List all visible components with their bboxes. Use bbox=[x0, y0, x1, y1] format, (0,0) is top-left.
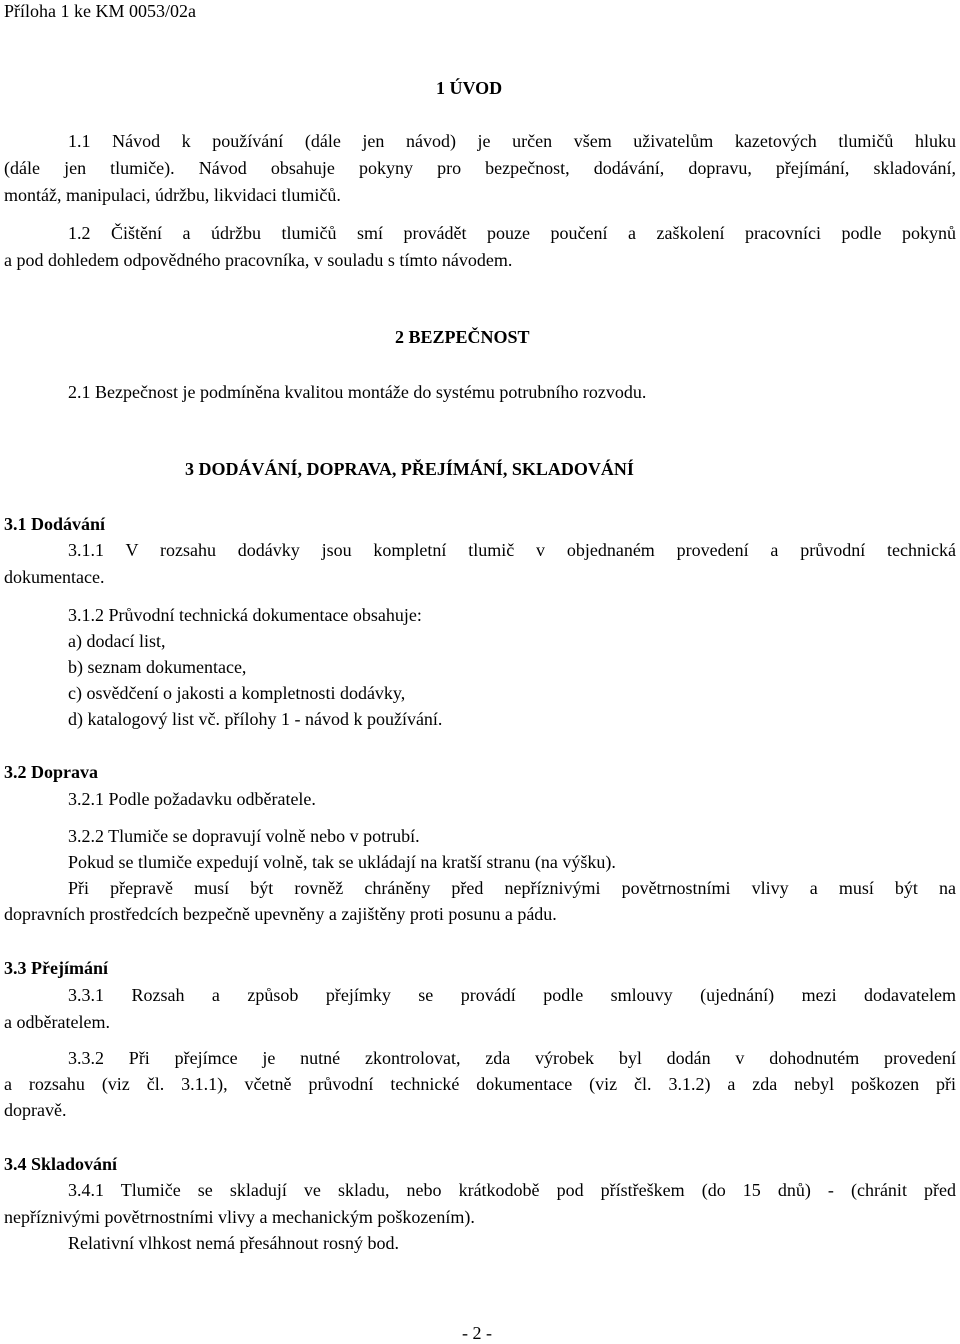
para-3-1-1-line-2: dokumentace. bbox=[4, 567, 105, 587]
para-3-2-2-c-line-2: dopravních prostředcích bezpečně upevněny a zajištěny proti posunu a pádu. bbox=[4, 904, 557, 924]
heading-3-4: 3.4 Skladování bbox=[4, 1154, 118, 1174]
para-3-2-2-b: Pokud se tlumiče expedují volně, tak se ukládají na kratší stranu (na výšku). bbox=[68, 852, 616, 872]
para-3-3-2-line-2: a rozsahu (viz čl. 3.1.1), včetně průvodní technické dokumentace (viz čl. 3.1.2) a zda nebyl poškozen při bbox=[4, 1074, 956, 1094]
para-1-1-line-3: montáž, manipulaci, údržbu, likvidaci tlumičů. bbox=[4, 185, 341, 205]
para-3-3-2-line-3: dopravě. bbox=[4, 1100, 67, 1120]
para-3-1-1-line-1: 3.1.1 V rozsahu dodávky jsou kompletní tlumič v objednaném provedení a průvodní technická bbox=[68, 540, 956, 560]
list-item: c) osvědčení o jakosti a kompletnosti dodávky, bbox=[68, 683, 406, 703]
para-3-3-1-line-2: a odběratelem. bbox=[4, 1012, 110, 1032]
para-3-2-1: 3.2.1 Podle požadavku odběratele. bbox=[68, 789, 316, 809]
page-number: - 2 - bbox=[462, 1323, 492, 1343]
heading-3-3: 3.3 Přejímání bbox=[4, 958, 108, 978]
para-1-2-line-2: a pod dohledem odpovědného pracovníka, v souladu s tímto návodem. bbox=[4, 250, 513, 270]
para-3-4-1-line-1: 3.4.1 Tlumiče se skladují ve skladu, nebo krátkodobě pod přístřeškem (do 15 dnů) - (chránit před bbox=[68, 1180, 956, 1200]
para-3-2-2-c-line-1: Při přepravě musí být rovněž chráněny před nepříznivými povětrnostními vlivy a musí být na bbox=[68, 878, 956, 898]
para-2-1: 2.1 Bezpečnost je podmíněna kvalitou montáže do systému potrubního rozvodu. bbox=[68, 382, 647, 402]
para-3-4-1-line-2: nepříznivými povětrnostními vlivy a mechanickým poškozením). bbox=[4, 1207, 475, 1227]
section-1-title: 1 ÚVOD bbox=[436, 78, 503, 98]
para-1-1-line-1: 1.1 Návod k používání (dále jen návod) je určen všem uživatelům kazetových tlumičů hluku bbox=[68, 131, 956, 151]
section-3-title: 3 DODÁVÁNÍ, DOPRAVA, PŘEJÍMÁNÍ, SKLADOVÁNÍ bbox=[185, 459, 634, 479]
para-1-1-line-2: (dále jen tlumiče). Návod obsahuje pokyny pro bezpečnost, dodávání, dopravu, přejímání, skladování, bbox=[4, 158, 956, 178]
section-2-title: 2 BEZPEČNOST bbox=[395, 327, 530, 347]
list-item: b) seznam dokumentace, bbox=[68, 657, 247, 677]
para-3-3-2-line-1: 3.3.2 Při přejímce je nutné zkontrolovat, zda výrobek byl dodán v dohodnutém provedení bbox=[68, 1048, 956, 1068]
para-3-1-2: 3.1.2 Průvodní technická dokumentace obsahuje: bbox=[68, 605, 422, 625]
list-item: d) katalogový list vč. přílohy 1 - návod k používání. bbox=[68, 709, 443, 729]
para-1-2-line-1: 1.2 Čištění a údržbu tlumičů smí provádět pouze poučení a zaškolení pracovníci podle pokynů bbox=[68, 223, 956, 243]
list-item: a) dodací list, bbox=[68, 631, 166, 651]
heading-3-2: 3.2 Doprava bbox=[4, 762, 98, 782]
para-3-3-1-line-1: 3.3.1 Rozsah a způsob přejímky se provádí podle smlouvy (ujednání) mezi dodavatelem bbox=[68, 985, 956, 1005]
para-3-2-2: 3.2.2 Tlumiče se dopravují volně nebo v potrubí. bbox=[68, 826, 420, 846]
attachment-header: Příloha 1 ke KM 0053/02a bbox=[4, 1, 196, 21]
para-3-4-1-line-3: Relativní vlhkost nemá přesáhnout rosný bod. bbox=[68, 1233, 399, 1253]
heading-3-1: 3.1 Dodávání bbox=[4, 514, 106, 534]
